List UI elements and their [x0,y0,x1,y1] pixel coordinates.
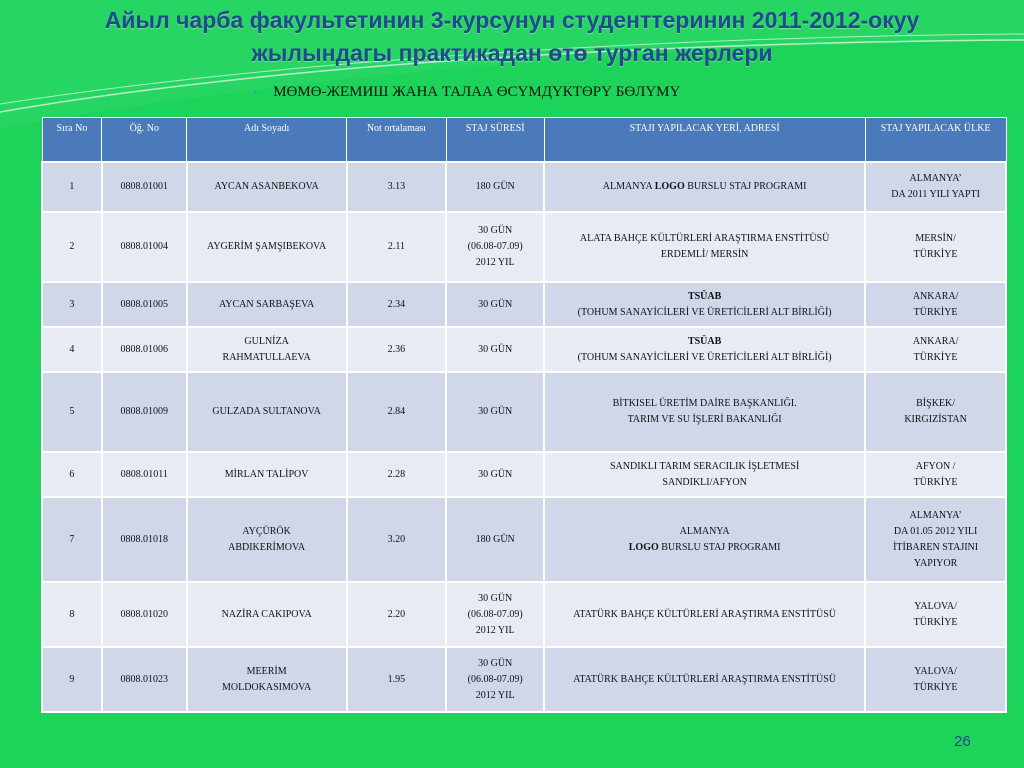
table-row [42,327,1006,372]
cell-gpa: 2.84 [347,372,447,452]
table-row [42,162,1006,212]
cell-country: ANKARA/ TÜRKİYE [865,282,1006,327]
table-row [42,212,1006,282]
cell-student-id: 0808.01011 [102,452,187,497]
title-line-1: Айыл чарба факультетинин 3-курсунун студенттеринин 2011-2012-окуу [104,7,920,33]
cell-student-id: 0808.01004 [102,212,187,282]
cell-no: 9 [42,647,102,712]
page-number: 26 [954,733,971,750]
header-gpa: Not ortalaması [347,118,447,163]
table-row [42,372,1006,452]
section-subtitle [253,84,680,101]
cell-duration: 30 GÜN [446,452,544,497]
cell-no: 2 [42,212,102,282]
place-text-pre: ATATÜRK BAHÇE KÜLTÜRLERİ ARAŞTIRMA ENSTİTÜSÜ [573,673,836,685]
cell-place [544,497,865,582]
table-row [42,582,1006,647]
header-no: Sıra No [42,118,102,163]
table-row [42,497,1006,582]
header-place: STAJI YAPILACAK YERİ, ADRESİ [544,118,865,163]
cell-name: AYÇÜRÖK ABDIKERİMOVA [187,497,347,582]
table-row [42,452,1006,497]
table-header-row [42,118,1006,163]
slide-title [0,4,1024,70]
cell-no: 3 [42,282,102,327]
cell-student-id: 0808.01018 [102,497,187,582]
cell-place [544,212,865,282]
place-text-bold: LOGO [628,541,659,553]
cell-place [544,582,865,647]
cell-place [544,327,865,372]
cell-no: 6 [42,452,102,497]
cell-student-id: 0808.01006 [102,327,187,372]
title-line-2: жылындагы практикадан өтө турган жерлери [251,40,773,66]
place-text-pre: BİTKISEL ÜRETİM DAİRE BAŞKANLIĞI. TARIM VE SU İŞLERİ BAKANLIĞI [612,398,797,425]
place-text-post: BURSLU STAJ PROGRAMI [658,541,781,553]
cell-gpa: 3.20 [347,497,447,582]
cell-name: GULZADA SULTANOVA [187,372,347,452]
cell-name: NAZİRA CAKIPOVA [187,582,347,647]
header-duration: STAJ SÜRESİ [446,118,544,163]
cell-place [544,162,865,212]
cell-gpa: 3.13 [347,162,447,212]
cell-country: YALOVA/ TÜRKİYE [865,582,1006,647]
cell-student-id: 0808.01023 [102,647,187,712]
place-text-pre: ALMANYA [602,181,655,192]
internship-table [41,117,1007,713]
cell-country: BİŞKEK/ KIRGIZİSTAN [865,372,1006,452]
place-text-post: (TOHUM SANAYİCİLERİ VE ÜRETİCİLERİ ALT BİRLİĞİ) [577,306,832,318]
cell-name: AYCAN ASANBEKOVA [187,162,347,212]
header-name: Adı Soyadı [187,118,347,163]
cell-no: 4 [42,327,102,372]
cell-place [544,372,865,452]
cell-student-id: 0808.01020 [102,582,187,647]
cell-name: MİRLAN TALİPOV [187,452,347,497]
header-country: STAJ YAPILACAK ÜLKE [865,118,1006,163]
cell-duration: 180 GÜN [446,497,544,582]
cell-duration: 30 GÜN (06.08-07.09) 2012 YIL [446,582,544,647]
cell-no: 7 [42,497,102,582]
cell-duration: 30 GÜN (06.08-07.09) 2012 YIL [446,647,544,712]
cell-duration: 180 GÜN [446,162,544,212]
place-text-post: (TOHUM SANAYİCİLERİ VE ÜRETİCİLERİ ALT BİRLİĞİ) [577,351,832,363]
cell-country: ALMANYA’ DA 01.05 2012 YILI İTİBAREN STAJINI YAPIYOR [865,497,1006,582]
cell-place [544,282,865,327]
cell-country: YALOVA/ TÜRKİYE [865,647,1006,712]
cell-place [544,452,865,497]
cell-gpa: 2.11 [347,212,447,282]
cell-gpa: 2.28 [347,452,447,497]
cell-student-id: 0808.01001 [102,162,187,212]
bullet-icon: • [253,85,258,99]
place-text-post: BURSLU STAJ PROGRAMI [684,181,807,192]
cell-duration: 30 GÜN [446,282,544,327]
cell-no: 5 [42,372,102,452]
place-text-bold: LOGO [654,181,685,192]
cell-duration: 30 GÜN [446,327,544,372]
place-text-pre: ATATÜRK BAHÇE KÜLTÜRLERİ ARAŞTIRMA ENSTİTÜSÜ [573,608,836,620]
cell-name: GULNİZA RAHMATULLAEVA [187,327,347,372]
place-text-pre: ALATA BAHÇE KÜLTÜRLERİ ARAŞTIRMA ENSTİTÜSÜ ERDEMLİ/ MERSİN [579,233,830,260]
table-row [42,282,1006,327]
cell-no: 1 [42,162,102,212]
cell-country: MERSİN/ TÜRKİYE [865,212,1006,282]
cell-country: ALMANYA’ DA 2011 YILI YAPTI [865,162,1006,212]
place-text-bold: TSÜAB [687,335,722,347]
place-text-pre: SANDIKLI TARIM SERACILIK İŞLETMESİ SANDIKLI/AFYON [609,460,800,488]
table-row [42,647,1006,712]
cell-country: AFYON / TÜRKİYE [865,452,1006,497]
cell-country: ANKARA/ TÜRKİYE [865,327,1006,372]
place-text-bold: TSÜAB [687,290,722,302]
cell-gpa: 2.36 [347,327,447,372]
cell-name: AYCAN SARBAŞEVA [187,282,347,327]
cell-student-id: 0808.01009 [102,372,187,452]
cell-gpa: 2.34 [347,282,447,327]
subtitle-text: МӨМӨ-ЖЕМИШ ЖАНА ТАЛАА ӨСҮМДҮКТӨРҮ БӨЛҮМҮ [273,84,681,100]
header-student-id: Öğ. No [102,118,187,163]
cell-name: AYGERİM ŞAMŞIBEKOVA [187,212,347,282]
place-text-pre: ALMANYA [679,525,730,537]
cell-name: MEERİM MOLDOKASIMOVA [187,647,347,712]
cell-duration: 30 GÜN (06.08-07.09) 2012 YIL [446,212,544,282]
cell-duration: 30 GÜN [446,372,544,452]
cell-gpa: 1.95 [347,647,447,712]
cell-no: 8 [42,582,102,647]
cell-gpa: 2.20 [347,582,447,647]
cell-place [544,647,865,712]
cell-student-id: 0808.01005 [102,282,187,327]
